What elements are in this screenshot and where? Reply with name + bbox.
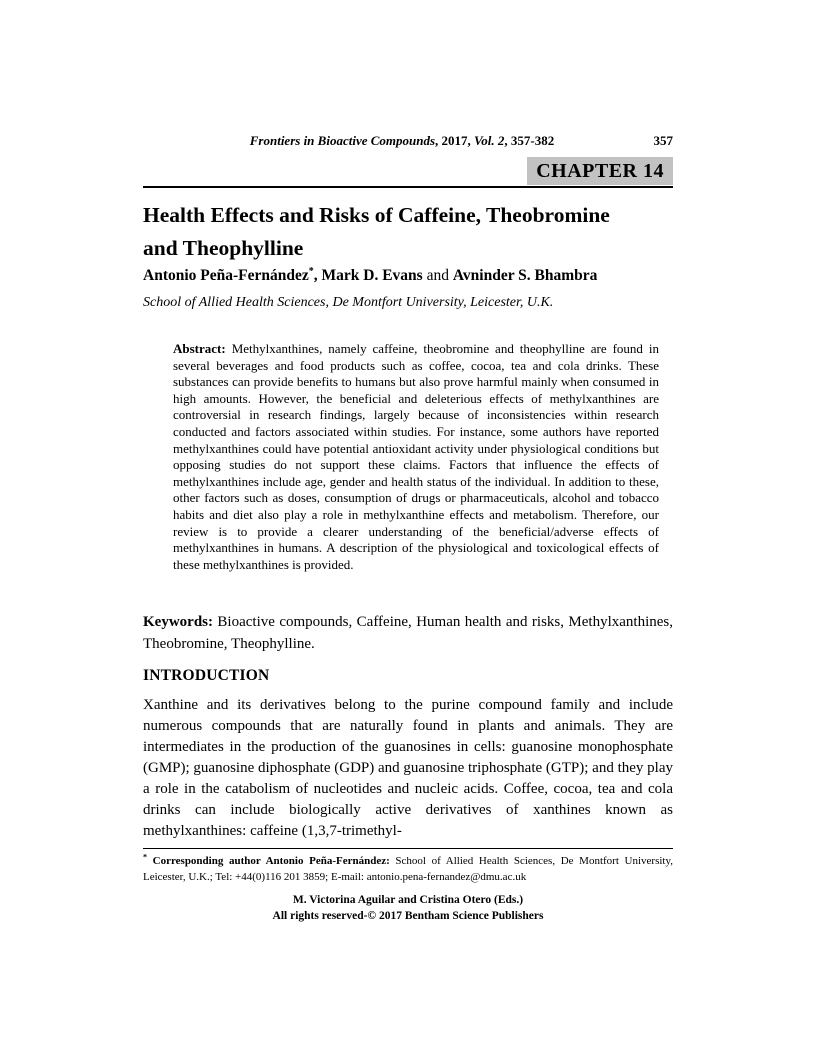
chapter-badge: CHAPTER 14 xyxy=(527,157,673,185)
footnote xyxy=(143,848,673,885)
journal-name: Frontiers in Bioactive Compounds xyxy=(249,133,436,148)
journal-volume: Vol. 2 xyxy=(474,133,505,148)
journal-year: , 2017, xyxy=(435,133,475,148)
corresponding-author-mark: * xyxy=(308,265,314,277)
footer-editors: M. Victorina Aguilar and Cristina Otero (Eds.) xyxy=(292,894,524,906)
page-footer xyxy=(143,893,673,924)
author-2: Mark D. Evans xyxy=(321,267,423,284)
keywords-text: Bioactive compounds, Caffeine, Human health and risks, Methylxanthines, Theobromine, Theophylline. xyxy=(143,614,673,652)
abstract-label: Abstract: xyxy=(173,341,226,356)
abstract xyxy=(173,341,659,573)
journal-reference xyxy=(143,133,613,149)
footnote-text: School of Allied Health Sciences, De Montfort University, Leicester, U.K.; Tel: +44(0)116 201 3859; E-mail: antonio.pena-fernandez@dmu.ac.uk xyxy=(143,855,673,883)
keywords xyxy=(143,612,673,655)
chapter-rule xyxy=(143,157,673,188)
authors-conjunction: and xyxy=(422,267,453,284)
footer-rights: All rights reserved-© 2017 Bentham Science Publishers xyxy=(272,909,544,922)
page-number: 357 xyxy=(653,133,673,148)
introduction-paragraph: Xanthine and its derivatives belong to the purine compound family and include numerous compounds that are naturally found in plants and animals. They are intermediates in the production of the guanosines in cells: guanosine monophosphate (GMP); guanosine diphosphate (GDP) and guanosine triphosphate (GTP); and they play a role in the catabolism of nucleotides and nucleic acids. Coffee, cocoa, tea and cola drinks can include biologically active derivatives of xanthines known as methylxanthines: caffeine (1,3,7-trimethyl- xyxy=(143,697,673,839)
running-header xyxy=(143,133,673,149)
footnote-marker: * xyxy=(143,852,147,862)
author-separator: , xyxy=(313,267,322,284)
footnote-label: Corresponding author Antonio Peña-Fernández: xyxy=(152,855,390,867)
abstract-text: Methylxanthines, namely caffeine, theobromine and theophylline are found in several beverages and food products such as coffee, cocoa, tea and cola drinks. These substances can provide benefits to humans but also prove harmful mainly when consumed in high amounts. However, the beneficial and deleterious effects of methylxanthines are controversial in research findings, largely because of inconsistencies within research conducted and factors associated within studies. For instance, some authors have reported methylxanthines could have potential antioxidant activity under physiological conditions but opposing studies do not support these claims. Factors that influence the effects of methylxanthines include age, gender and health status of the individual. In addition to these, other factors such as doses, consumption of drugs or pharmaceuticals, alcohol and tobacco habits and diet also play a role in methylxanthine effects and metabolism. Therefore, our review is to provide a clearer understanding of the beneficial/adverse effects of methylxanthines in humans. A description of the physiological and toxicological effects of these methylxanthines is provided. xyxy=(173,341,660,572)
keywords-label: Keywords: xyxy=(143,614,213,630)
section-heading-introduction: INTRODUCTION xyxy=(143,667,270,684)
author-3: Avninder S. Bhambra xyxy=(452,267,598,284)
journal-pages: , 357-382 xyxy=(504,133,555,148)
authors-line xyxy=(143,267,673,285)
chapter-title-line2: and Theophylline xyxy=(143,236,304,260)
affiliation: School of Allied Health Sciences, De Montfort University, Leicester, U.K. xyxy=(143,295,554,310)
chapter-title xyxy=(143,199,673,265)
chapter-title-line1: Health Effects and Risks of Caffeine, Theobromine xyxy=(143,203,610,227)
author-1: Antonio Peña-Fernández xyxy=(143,267,309,284)
